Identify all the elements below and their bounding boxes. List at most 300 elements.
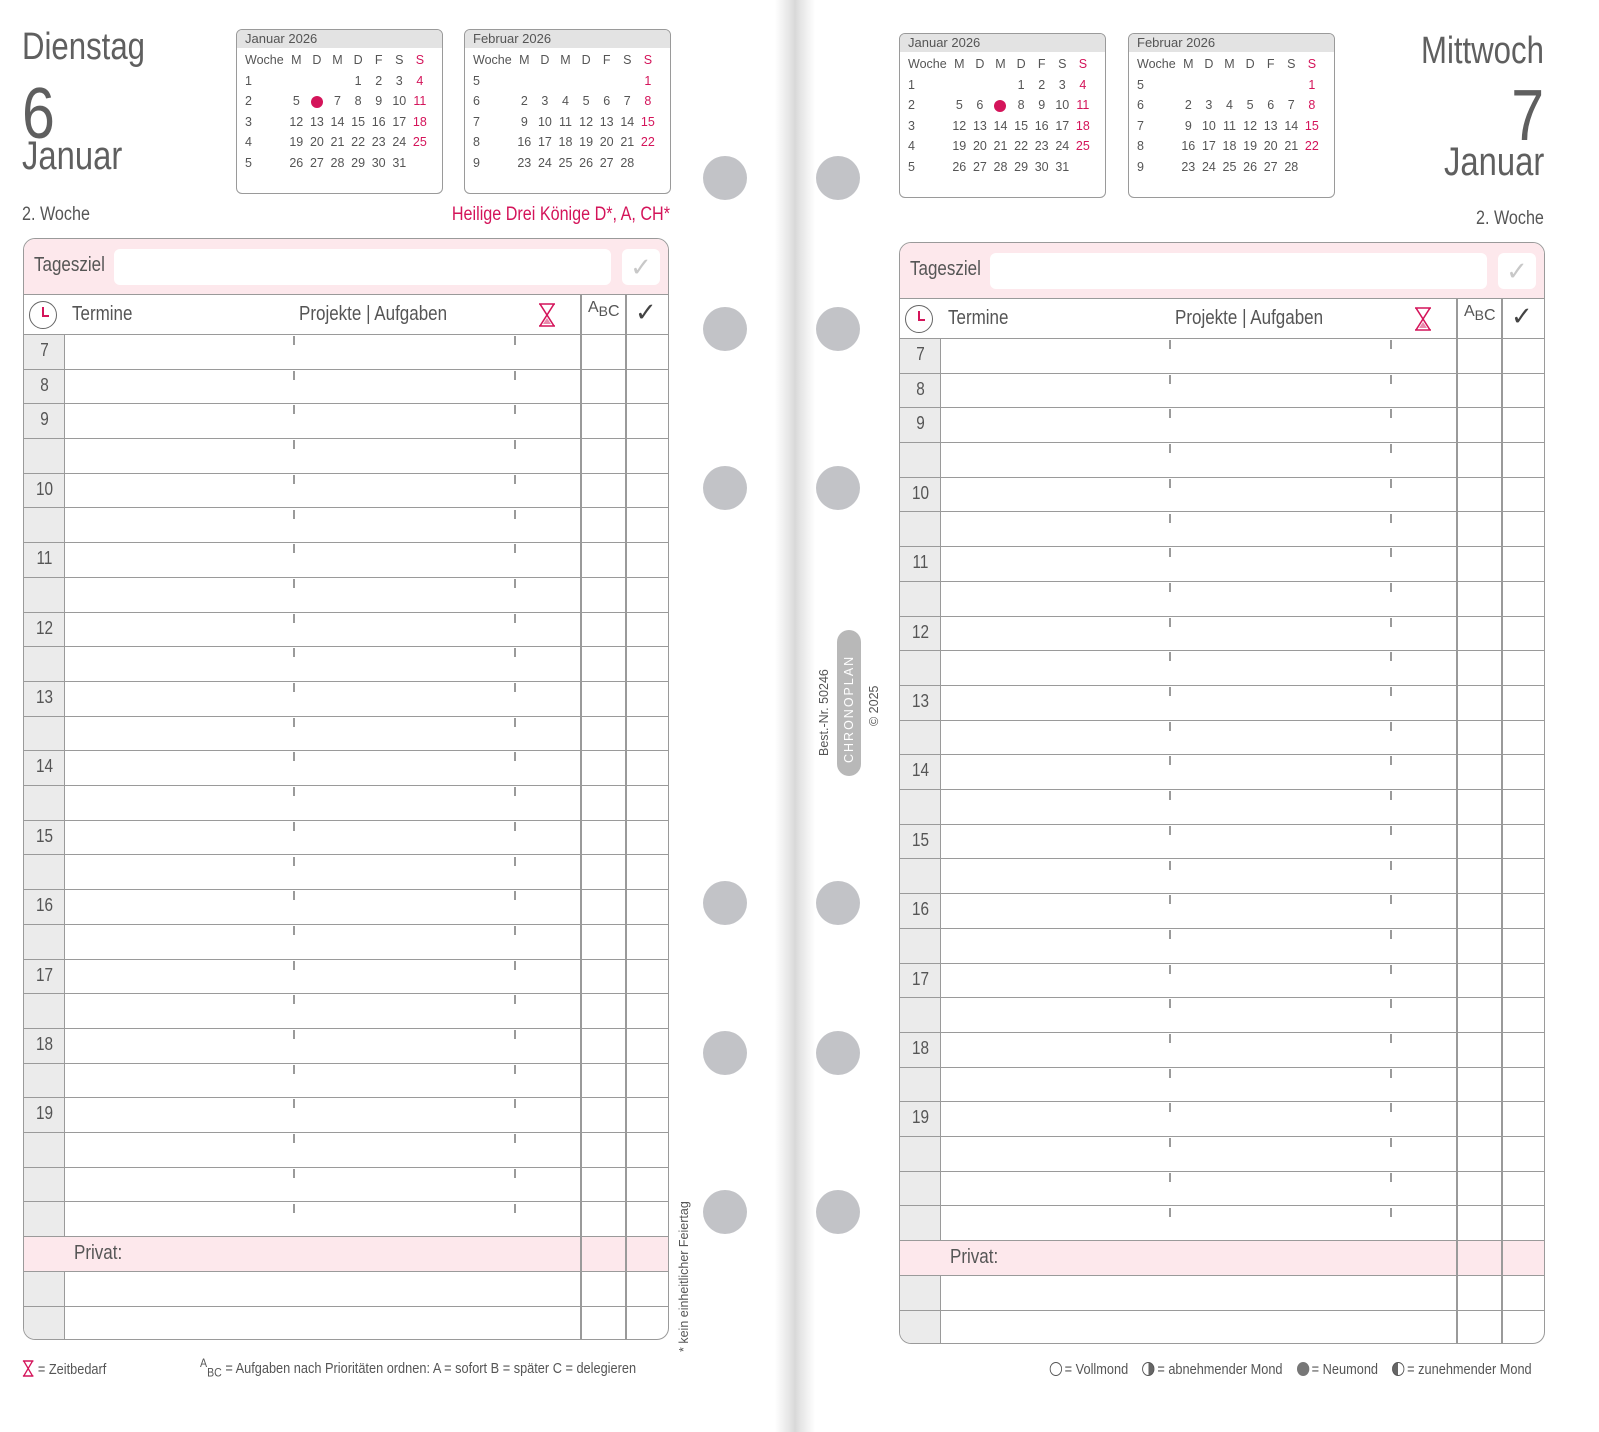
calendar-day: 6 [1267, 98, 1275, 113]
column-divider [580, 295, 582, 1340]
column-tick [514, 857, 516, 866]
week-number: 3 [908, 118, 915, 133]
column-tick [1169, 583, 1171, 592]
appointments-header: Termine [72, 303, 133, 325]
calendar-day: 3 [541, 94, 549, 109]
hour-label: 13 [35, 687, 54, 707]
column-tick [1390, 861, 1392, 870]
time-slot-row[interactable] [900, 1102, 1544, 1137]
column-tick [1169, 340, 1171, 349]
calendar-day [1240, 75, 1261, 96]
column-tick [293, 1065, 295, 1074]
time-slot-row[interactable] [24, 370, 668, 405]
calendar-day [990, 75, 1011, 96]
weekday-header: D [540, 53, 550, 68]
column-tick [1390, 826, 1392, 835]
priority-a-mark: A [1464, 303, 1475, 320]
full-moon-text: = Vollmond [1065, 1362, 1129, 1378]
calendar-day: 20 [1263, 139, 1278, 154]
column-tick [1169, 1208, 1171, 1217]
mini-calendar-table [470, 50, 658, 173]
time-slot-row[interactable] [24, 994, 668, 1029]
column-tick [514, 926, 516, 935]
calendar-day [949, 75, 970, 96]
waning-moon-text: = abnehmender Mond [1157, 1362, 1283, 1378]
time-slot-row[interactable] [24, 1098, 668, 1133]
time-slot-row[interactable] [24, 578, 668, 613]
weekday-header: Woche [908, 57, 947, 72]
time-slot-row[interactable] [900, 964, 1544, 999]
calendar-day: 20 [599, 135, 614, 150]
new-moon-icon [1297, 1362, 1309, 1376]
hour-label: 18 [911, 1038, 930, 1058]
weekday-header: M [332, 53, 343, 68]
brand-text: CHRONOPLAN [842, 654, 856, 763]
column-tick [1169, 861, 1171, 870]
column-tick [514, 510, 516, 519]
calendar-day: 4 [1079, 77, 1087, 92]
time-slot-row[interactable] [900, 686, 1544, 721]
week-number: 5 [1137, 77, 1144, 92]
column-tick [1390, 444, 1392, 453]
day-name: Mittwoch [1421, 30, 1544, 72]
calendar-day: 28 [330, 155, 345, 170]
private-notes-row[interactable] [24, 1237, 668, 1272]
column-tick [293, 510, 295, 519]
hour-label: 19 [911, 1107, 930, 1128]
calendar-day [410, 153, 431, 174]
time-slot-row[interactable] [900, 1207, 1544, 1242]
column-tick [1390, 514, 1392, 523]
week-number: 4 [245, 135, 252, 150]
calendar-day: 14 [330, 114, 345, 129]
calendar-day: 16 [517, 135, 532, 150]
time-slot-row[interactable] [900, 825, 1544, 860]
column-tick [1169, 930, 1171, 939]
calendar-day: 10 [392, 94, 407, 109]
calendar-day [535, 71, 556, 92]
week-number: 7 [1137, 118, 1144, 133]
time-slot-row[interactable] [900, 547, 1544, 582]
weekday-header: D [975, 57, 985, 72]
calendar-day [596, 71, 617, 92]
week-label: 2. Woche [1476, 208, 1544, 229]
mini-calendar-table [1134, 54, 1322, 177]
calendar-day: 27 [972, 159, 987, 174]
hour-label: 16 [911, 899, 930, 920]
column-tick [514, 1065, 516, 1074]
calendar-day: 15 [640, 114, 655, 129]
hour-label: 9 [916, 413, 925, 434]
hour-label: 17 [35, 964, 54, 985]
punch-hole [703, 1031, 747, 1075]
calendar-day: 22 [351, 135, 366, 150]
time-slot-row[interactable] [900, 790, 1544, 825]
column-tick [514, 336, 516, 345]
calendar-day: 11 [1076, 98, 1090, 113]
time-slot-row[interactable] [900, 339, 1544, 374]
daily-goal-checkbox[interactable]: ✓ [1498, 253, 1536, 289]
daily-goal-checkbox[interactable]: ✓ [622, 249, 660, 285]
time-slot-row[interactable] [24, 682, 668, 717]
weekday-header: S [1307, 57, 1317, 72]
time-slot-row[interactable] [24, 856, 668, 891]
time-slot-row[interactable] [24, 335, 668, 370]
column-tick [293, 475, 295, 484]
calendar-day: 9 [1184, 118, 1192, 133]
calendar-day: 26 [1243, 159, 1258, 174]
column-tick [1169, 687, 1171, 696]
column-tick [1169, 722, 1171, 731]
hourglass-icon [1414, 307, 1432, 331]
weekday-header: Woche [1137, 57, 1176, 72]
column-tick [1169, 826, 1171, 835]
calendar-day: 22 [640, 135, 655, 150]
column-tick [514, 440, 516, 449]
week-number: 9 [1137, 159, 1144, 174]
hour-label: 15 [35, 825, 54, 846]
daily-goal-row [900, 243, 1544, 299]
hour-label: 8 [40, 374, 49, 395]
calendar-day: 12 [952, 118, 967, 133]
calendar-day: 5 [582, 94, 590, 109]
column-tick [1390, 479, 1392, 488]
week-number: 1 [908, 77, 915, 92]
column-tick [514, 579, 516, 588]
mini-calendar-table [242, 50, 430, 173]
column-tick [1390, 652, 1392, 661]
new-moon-marker-icon [311, 96, 323, 108]
copyright: © 2025 [867, 685, 881, 726]
hour-label: 7 [40, 340, 49, 360]
calendar-day: 2 [520, 94, 528, 109]
private-line-row[interactable] [24, 1272, 668, 1307]
time-slot-row[interactable] [24, 647, 668, 682]
column-tick [1169, 548, 1171, 557]
calendar-day: 21 [330, 135, 345, 150]
time-slot-row[interactable] [24, 786, 668, 821]
calendar-day [1178, 75, 1199, 96]
column-tick [293, 926, 295, 935]
clock-icon [29, 301, 57, 329]
calendar-day: 6 [976, 98, 984, 113]
weekday-header: Woche [473, 53, 512, 68]
weekday-header: M [291, 53, 302, 68]
calendar-day: 18 [1075, 118, 1090, 133]
column-tick [514, 614, 516, 623]
calendar-day [307, 91, 328, 112]
time-slot-row[interactable] [900, 860, 1544, 895]
column-tick [1169, 479, 1171, 488]
calendar-day: 29 [351, 155, 366, 170]
daily-goal-field[interactable] [114, 249, 611, 285]
punch-hole [703, 1190, 747, 1234]
column-tick [1169, 1034, 1171, 1043]
calendar-day: 2 [375, 73, 383, 88]
column-tick [514, 787, 516, 796]
column-tick [1169, 1173, 1171, 1182]
time-slot-row[interactable] [24, 890, 668, 925]
calendar-day: 4 [562, 94, 569, 109]
priority-c-mark: C [1484, 307, 1496, 325]
time-slot-row[interactable] [24, 404, 668, 439]
time-slot-row[interactable] [900, 1068, 1544, 1103]
order-number: Best.-Nr. 50246 [817, 669, 831, 756]
calendar-day: 1 [644, 73, 652, 88]
column-tick [293, 614, 295, 623]
time-slot-row[interactable] [24, 613, 668, 648]
column-tick [1169, 444, 1171, 453]
time-slot-row[interactable] [900, 894, 1544, 929]
calendar-day: 31 [1055, 159, 1070, 174]
hour-label: 12 [35, 617, 54, 638]
calendar-day [1073, 157, 1094, 178]
calendar-day: 30 [1034, 159, 1049, 174]
private-line-row[interactable] [900, 1311, 1544, 1344]
column-divider [1501, 299, 1503, 1344]
hour-label: 11 [912, 552, 929, 573]
hour-label: 9 [40, 409, 49, 430]
mini-calendar-title: Februar 2026 [1129, 34, 1334, 52]
calendar-day: 22 [1304, 139, 1319, 154]
week-number: 6 [1137, 98, 1144, 113]
column-tick [514, 718, 516, 727]
calendar-day: 21 [993, 139, 1008, 154]
time-slot-row[interactable] [24, 1029, 668, 1064]
weekday-header: M [1183, 57, 1194, 72]
column-tick [293, 405, 295, 414]
time-slot-row[interactable] [900, 929, 1544, 964]
daily-goal-field[interactable] [990, 253, 1487, 289]
projects-tasks-header: Projekte | Aufgaben [1175, 307, 1324, 329]
weekday-header: D [353, 53, 363, 68]
private-notes-row[interactable] [900, 1241, 1544, 1276]
column-tick [293, 718, 295, 727]
column-tick [1390, 1069, 1392, 1078]
calendar-day: 26 [289, 155, 304, 170]
calendar-day [307, 71, 328, 92]
priority-abc-icon [1464, 303, 1496, 325]
right-page [800, 0, 1599, 1432]
column-tick [514, 1099, 516, 1108]
calendar-day: 12 [579, 114, 594, 129]
hour-label: 13 [911, 691, 930, 711]
column-tick [293, 336, 295, 345]
calendar-day: 21 [620, 135, 635, 150]
column-tick [293, 440, 295, 449]
column-tick [1169, 375, 1171, 384]
column-tick [1169, 514, 1171, 523]
column-tick [1390, 1103, 1392, 1112]
calendar-day [1302, 157, 1323, 178]
time-slot-row[interactable] [24, 960, 668, 995]
weekday-header: Woche [245, 53, 284, 68]
private-line-row[interactable] [900, 1276, 1544, 1311]
calendar-day: 1 [354, 73, 362, 88]
calendar-day: 24 [537, 155, 552, 170]
column-tick [1390, 895, 1392, 904]
projects-tasks-header: Projekte | Aufgaben [299, 303, 448, 325]
calendar-day: 20 [972, 139, 987, 154]
calendar-day: 15 [1014, 118, 1029, 133]
time-slot-row[interactable] [900, 478, 1544, 513]
calendar-day: 12 [289, 114, 304, 129]
week-number: 2 [245, 94, 252, 109]
time-slot-row[interactable] [900, 1137, 1544, 1172]
punch-hole [703, 307, 747, 351]
column-tick [514, 1169, 516, 1178]
calendar-day: 10 [537, 114, 552, 129]
holiday-label: Heilige Drei Könige D*, A, CH* [451, 204, 670, 225]
month-name: Januar [1443, 140, 1544, 184]
time-slot-row[interactable] [900, 582, 1544, 617]
time-slot-row[interactable] [24, 717, 668, 752]
column-tick [293, 752, 295, 761]
calendar-day: 18 [558, 135, 573, 150]
column-tick [293, 1134, 295, 1143]
calendar-day [286, 71, 307, 92]
column-tick [293, 1099, 295, 1108]
mini-calendar-february [1128, 33, 1335, 198]
weekday-header: S [1287, 57, 1296, 72]
hourglass-icon [22, 1360, 34, 1377]
calendar-day: 17 [537, 135, 552, 150]
time-slot-row[interactable] [900, 998, 1544, 1033]
weekday-header: D [312, 53, 322, 68]
calendar-day: 28 [1284, 159, 1299, 174]
time-slot-row[interactable] [24, 474, 668, 509]
column-tick [293, 1030, 295, 1039]
weekday-header: D [1204, 57, 1214, 72]
time-slot-row[interactable] [900, 651, 1544, 686]
column-tick [293, 787, 295, 796]
time-slot-row[interactable] [900, 1172, 1544, 1207]
private-line-row[interactable] [24, 1307, 668, 1340]
column-tick [1169, 895, 1171, 904]
time-slot-row[interactable] [24, 1168, 668, 1203]
day-name: Dienstag [22, 26, 145, 68]
calendar-day: 15 [1304, 118, 1319, 133]
hour-label: 10 [911, 482, 930, 503]
time-slot-row[interactable] [900, 617, 1544, 652]
time-slot-row[interactable] [24, 1133, 668, 1168]
calendar-day: 8 [1308, 98, 1316, 113]
time-need-text: = Zeitbedarf [37, 1362, 107, 1378]
calendar-day: 10 [1201, 118, 1216, 133]
calendar-day: 8 [354, 94, 362, 109]
weekday-header: M [954, 57, 965, 72]
calendar-day: 23 [1181, 159, 1196, 174]
time-slot-row[interactable] [24, 1064, 668, 1099]
calendar-day: 23 [371, 135, 386, 150]
column-tick [293, 1169, 295, 1178]
calendar-day: 19 [579, 135, 594, 150]
time-slot-row[interactable] [900, 443, 1544, 478]
full-moon-icon [1050, 1362, 1062, 1376]
hour-label: 12 [911, 621, 930, 642]
mini-calendar-title: Februar 2026 [465, 30, 670, 48]
calendar-day: 14 [620, 114, 635, 129]
calendar-day: 26 [579, 155, 594, 170]
time-slot-row[interactable] [900, 1033, 1544, 1068]
column-tick [514, 752, 516, 761]
calendar-day: 9 [520, 114, 528, 129]
calendar-day: 22 [1014, 139, 1029, 154]
calendar-day: 31 [392, 155, 407, 170]
column-tick [1390, 583, 1392, 592]
calendar-day [1260, 75, 1281, 96]
calendar-day: 5 [292, 94, 300, 109]
time-slot-row[interactable] [24, 509, 668, 544]
calendar-day: 4 [1226, 98, 1233, 113]
priority-a-mark: A [200, 1356, 208, 1370]
calendar-day: 27 [309, 155, 324, 170]
calendar-day: 25 [558, 155, 573, 170]
weekday-header: D [1245, 57, 1255, 72]
time-slot-row[interactable] [900, 374, 1544, 409]
calendar-day: 12 [1243, 118, 1258, 133]
punch-hole [703, 466, 747, 510]
calendar-day: 28 [620, 155, 635, 170]
hour-label: 10 [35, 478, 54, 499]
weekday-header: D [1016, 57, 1026, 72]
calendar-day: 29 [1014, 159, 1029, 174]
calendar-day: 28 [993, 159, 1008, 174]
time-slot-row[interactable] [24, 1203, 668, 1238]
time-slot-row[interactable] [24, 751, 668, 786]
week-number: 1 [245, 73, 252, 88]
column-tick [514, 544, 516, 553]
calendar-day: 26 [952, 159, 967, 174]
time-slot-row[interactable] [24, 543, 668, 578]
calendar-day: 30 [371, 155, 386, 170]
column-tick [293, 683, 295, 692]
column-tick [293, 857, 295, 866]
time-slot-row[interactable] [900, 755, 1544, 790]
week-number: 5 [473, 73, 480, 88]
calendar-day: 3 [1205, 98, 1213, 113]
column-tick [1390, 1138, 1392, 1147]
column-divider [625, 295, 627, 1340]
column-tick [1390, 1208, 1392, 1217]
week-number: 8 [1137, 139, 1144, 154]
time-slot-row[interactable] [900, 408, 1544, 443]
column-tick [1390, 930, 1392, 939]
calendar-day: 25 [1075, 139, 1090, 154]
waning-moon-icon [1143, 1362, 1155, 1376]
column-header-row [900, 299, 1544, 339]
calendar-day: 2 [1184, 98, 1192, 113]
column-tick [1169, 1069, 1171, 1078]
column-tick [293, 371, 295, 380]
calendar-day: 11 [1222, 118, 1236, 133]
time-slot-row[interactable] [24, 439, 668, 474]
waxing-moon-icon [1393, 1362, 1405, 1376]
calendar-day: 8 [644, 94, 652, 109]
priority-b-mark: B [1474, 307, 1485, 324]
hour-label: 18 [35, 1034, 54, 1054]
time-slot-row[interactable] [900, 513, 1544, 548]
hour-label: 7 [916, 344, 925, 364]
calendar-day: 8 [1017, 98, 1025, 113]
time-slot-row[interactable] [900, 721, 1544, 756]
calendar-day: 13 [1263, 118, 1278, 133]
time-slot-row[interactable] [24, 821, 668, 856]
column-tick [514, 648, 516, 657]
column-tick [514, 1030, 516, 1039]
priority-note-text: = Aufgaben nach Prioritäten ordnen: A = sofort B = später C = delegieren [225, 1360, 637, 1377]
time-slot-row[interactable] [24, 925, 668, 960]
